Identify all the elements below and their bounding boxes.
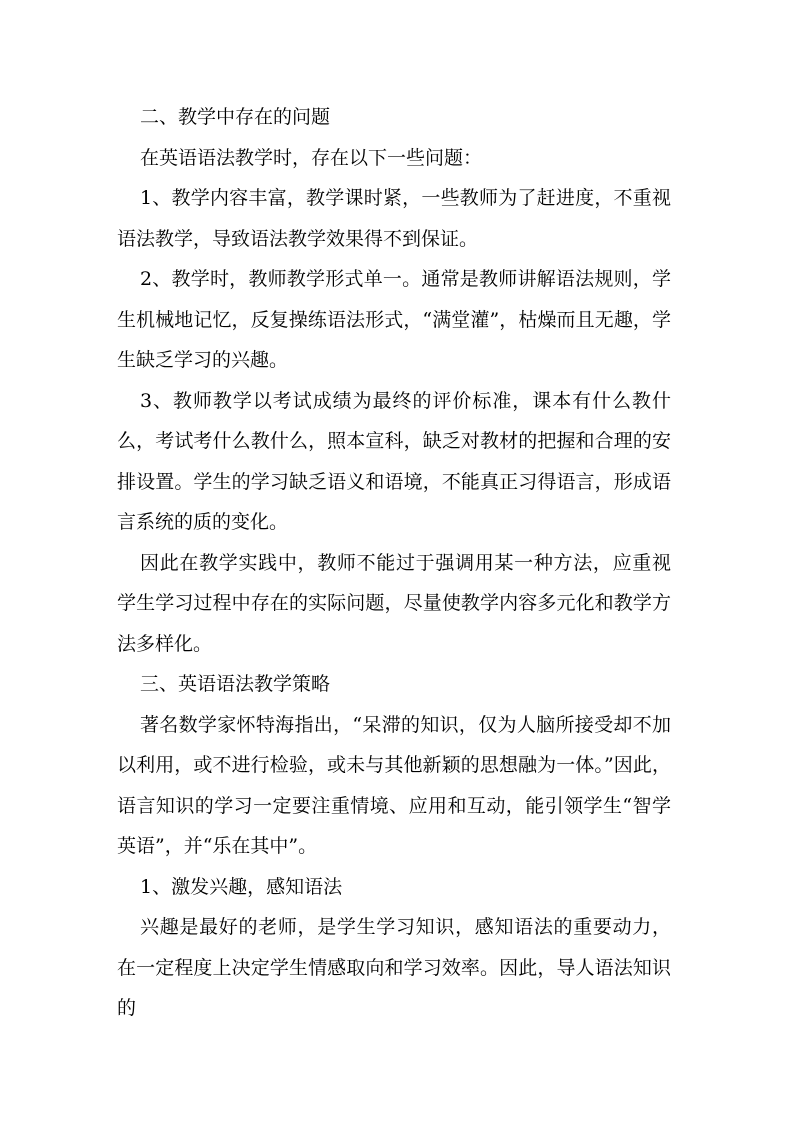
section-heading-strategies: 三、英语语法教学策略 xyxy=(140,673,331,695)
paragraph-quote: 著名数学家怀特海指出，“呆滞的知识，仅为人脑所接受却不加以利用，或不进行检验，或未与其他新颖的思想融为一体。”因此，语言知识的学习一定要注重情境、应用和互动，能引领学生“智学英语”，并“乐在其中”。 xyxy=(117,713,671,857)
subheading-interest: 1、激发兴趣，感知语法 xyxy=(140,875,343,898)
paragraph-problem-1: 1、教学内容丰富，教学课时紧，一些教师为了赶进度，不重视语法教学，导致语法教学效果得不到保证。 xyxy=(117,187,671,250)
section-heading-problems: 二、教学中存在的问题 xyxy=(140,106,331,128)
paragraph-problem-2: 2、教学时，教师教学形式单一。通常是教师讲解语法规则，学生机械地记忆，反复操练语法形式，“满堂灌”，枯燥而且无趣，学生缺乏学习的兴趣。 xyxy=(117,268,671,371)
paragraph-interest: 兴趣是最好的老师，是学生学习知识，感知语法的重要动力，在一定程度上决定学生情感取向和学习效率。因此，导人语法知识的 xyxy=(117,916,671,1019)
paragraph-problem-3: 3、教师教学以考试成绩为最终的评价标准，课本有什么教什么，考试考什么教什么，照本宣科，缺乏对教材的把握和合理的安排设置。学生的学习缺乏语义和语境，不能真正习得语言，形成语言系统的质的变化。 xyxy=(117,389,671,533)
paragraph-intro: 在英语语法教学时，存在以下一些问题： xyxy=(140,146,483,169)
paragraph-conclusion: 因此在教学实践中，教师不能过于强调用某一种方法，应重视学生学习过程中存在的实际问题，尽量使教学内容多元化和教学方法多样化。 xyxy=(117,551,671,655)
document-body xyxy=(117,97,671,1029)
